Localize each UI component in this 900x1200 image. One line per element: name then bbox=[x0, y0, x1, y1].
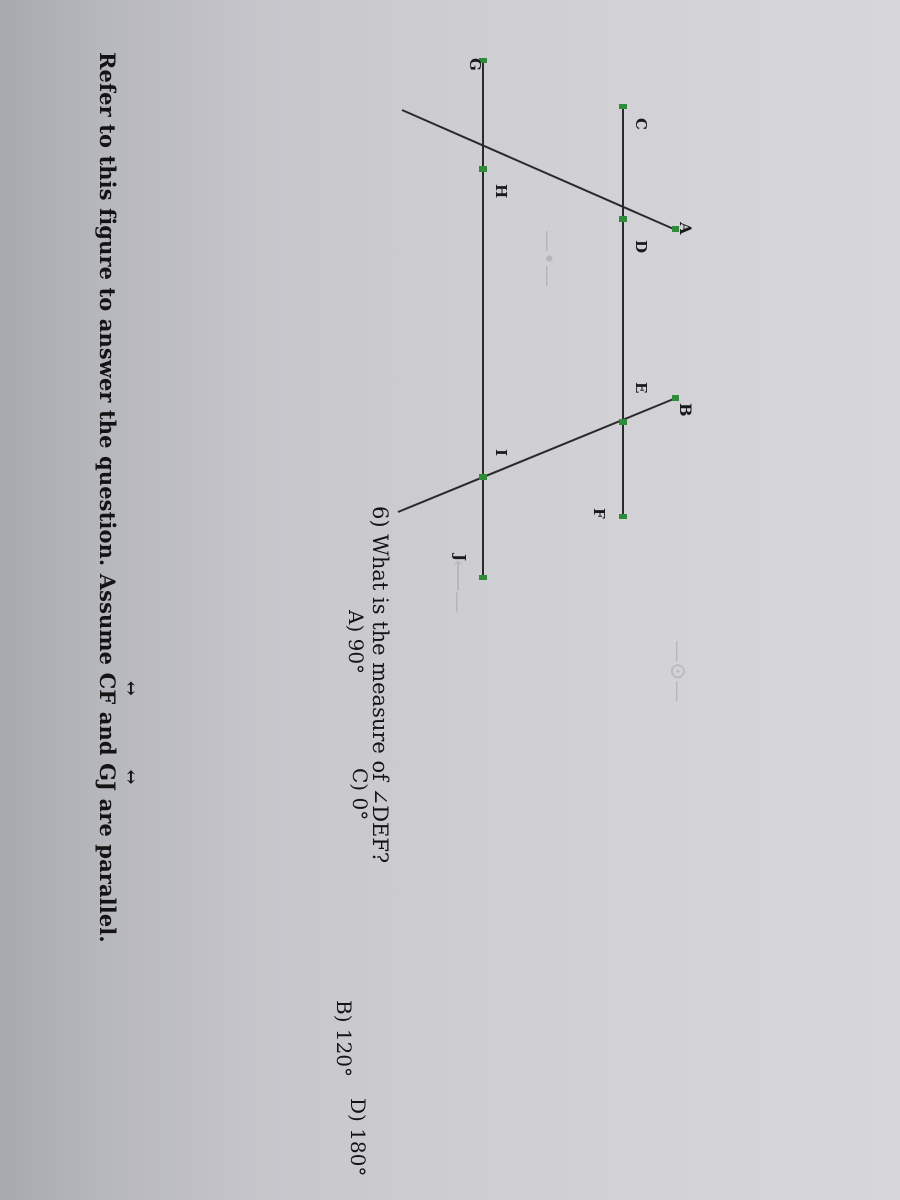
point-j bbox=[479, 575, 487, 580]
bleed-through-mark: ⟵— bbox=[445, 560, 470, 614]
point-h bbox=[479, 166, 487, 172]
label-e: E bbox=[632, 382, 650, 394]
point-b bbox=[672, 395, 679, 401]
label-f: F bbox=[590, 508, 608, 519]
point-d bbox=[619, 216, 627, 222]
line-gj-notation: ↔ GJ bbox=[95, 763, 120, 791]
point-e bbox=[619, 419, 627, 425]
choice-c[interactable]: C) 0° bbox=[348, 768, 372, 821]
label-a: A bbox=[676, 222, 695, 235]
label-g: G bbox=[466, 58, 484, 71]
point-f bbox=[619, 514, 627, 519]
prompt-lead: Refer to this figure to answer the question. Assume bbox=[95, 52, 120, 673]
label-h: H bbox=[492, 184, 510, 199]
choice-d[interactable]: D) 180° bbox=[346, 1098, 370, 1177]
prompt-and: and bbox=[95, 704, 120, 764]
label-c: C bbox=[632, 118, 650, 130]
question-text: 6) What is the measure of ∠DEF? bbox=[368, 506, 392, 864]
label-j: J bbox=[451, 554, 469, 562]
transversal-bei bbox=[398, 398, 676, 512]
prompt-tail: are parallel. bbox=[95, 791, 120, 943]
bleed-through-mark: —⊙— bbox=[665, 640, 690, 703]
label-i: I bbox=[492, 449, 510, 457]
point-i bbox=[479, 474, 487, 480]
line-cf-notation: ↔ CF bbox=[95, 673, 120, 705]
choice-a[interactable]: A) 90° bbox=[344, 610, 368, 675]
bleed-through-mark: —•— bbox=[535, 230, 560, 287]
label-b: B bbox=[676, 403, 695, 417]
label-d: D bbox=[632, 240, 650, 254]
point-c bbox=[619, 104, 627, 109]
choice-b[interactable]: B) 120° bbox=[332, 1000, 356, 1078]
